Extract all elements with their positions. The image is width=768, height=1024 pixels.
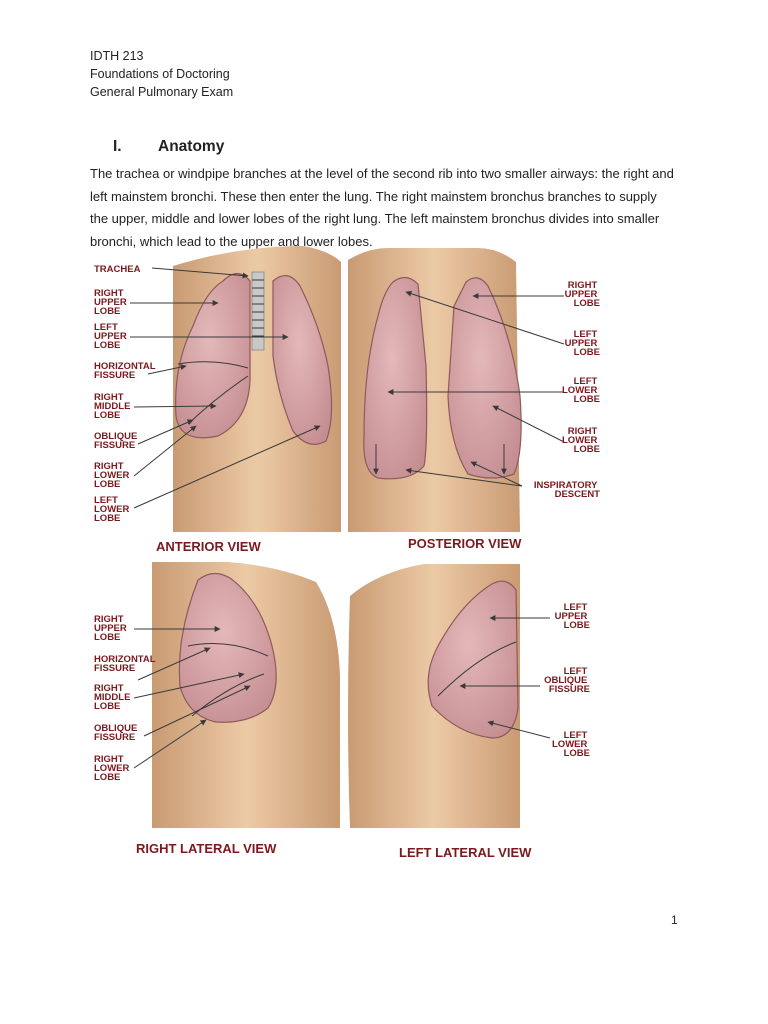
section-number: I.	[113, 138, 122, 155]
label-ant-left-upper-lobe: LEFT UPPER LOBE	[94, 322, 127, 351]
course-name: Foundations of Doctoring	[90, 67, 230, 81]
label-ant-right-middle-lobe: RIGHT MIDDLE LOBE	[94, 392, 131, 421]
label-ant-oblique-fissure: OBLIQUE FISSURE	[94, 431, 138, 451]
label-ant-right-lower-lobe: RIGHT LOWER LOBE	[94, 461, 130, 490]
label-post-right-lower-lobe: RIGHT LOWER LOBE	[562, 426, 600, 455]
left-lateral-view-panel	[348, 564, 590, 860]
label-ll-left-oblique-fissure: LEFT OBLIQUE FISSURE	[544, 666, 590, 695]
body-paragraph: The trachea or windpipe branches at the level of the second rib into two smaller airways: the right and left mainstem bronchi. These then enter the lung. The right mainstem bronchus branches to supply the upper, middle and lower lobes of the right lung. The left mainstem bronchus divides into smaller bronchi, which lead to the upper and lower lobes.	[90, 166, 674, 249]
label-rl-right-upper-lobe: RIGHT UPPER LOBE	[94, 614, 127, 643]
anterior-view-panel	[94, 246, 341, 554]
posterior-view-title: POSTERIOR VIEW	[408, 536, 522, 551]
trachea-illustration	[252, 272, 264, 350]
course-code: IDTH 213	[90, 49, 144, 63]
section-title: Anatomy	[158, 138, 225, 155]
document-header	[90, 47, 233, 101]
label-ant-horizontal-fissure: HORIZONTAL FISSURE	[94, 361, 156, 381]
right-lateral-view-panel	[94, 562, 340, 856]
label-ant-left-lower-lobe: LEFT LOWER LOBE	[94, 495, 130, 524]
left-lateral-view-title: LEFT LATERAL VIEW	[399, 845, 532, 860]
label-ll-left-lower-lobe: LEFT LOWER LOBE	[552, 730, 590, 759]
label-rl-oblique-fissure: OBLIQUE FISSURE	[94, 723, 138, 743]
label-post-right-upper-lobe: RIGHT UPPER LOBE	[564, 280, 600, 309]
label-ll-left-upper-lobe: LEFT UPPER LOBE	[554, 602, 590, 631]
right-lateral-view-title: RIGHT LATERAL VIEW	[136, 841, 277, 856]
anterior-view-title: ANTERIOR VIEW	[156, 539, 261, 554]
label-trachea: TRACHEA	[94, 264, 141, 275]
label-rl-horizontal-fissure: HORIZONTAL FISSURE	[94, 654, 156, 674]
page-number: 1	[671, 913, 678, 927]
label-rl-right-middle-lobe: RIGHT MIDDLE LOBE	[94, 683, 131, 712]
lung-anatomy-figure	[88, 246, 618, 871]
posterior-view-panel	[348, 248, 600, 551]
label-inspiratory-descent: INSPIRATORY DESCENT	[533, 480, 600, 500]
label-post-left-upper-lobe: LEFT UPPER LOBE	[564, 329, 600, 358]
label-ant-right-upper-lobe: RIGHT UPPER LOBE	[94, 288, 127, 317]
label-rl-right-lower-lobe: RIGHT LOWER LOBE	[94, 754, 130, 783]
section-heading	[113, 138, 224, 156]
label-post-left-lower-lobe: LEFT LOWER LOBE	[562, 376, 600, 405]
document-title: General Pulmonary Exam	[90, 85, 234, 99]
